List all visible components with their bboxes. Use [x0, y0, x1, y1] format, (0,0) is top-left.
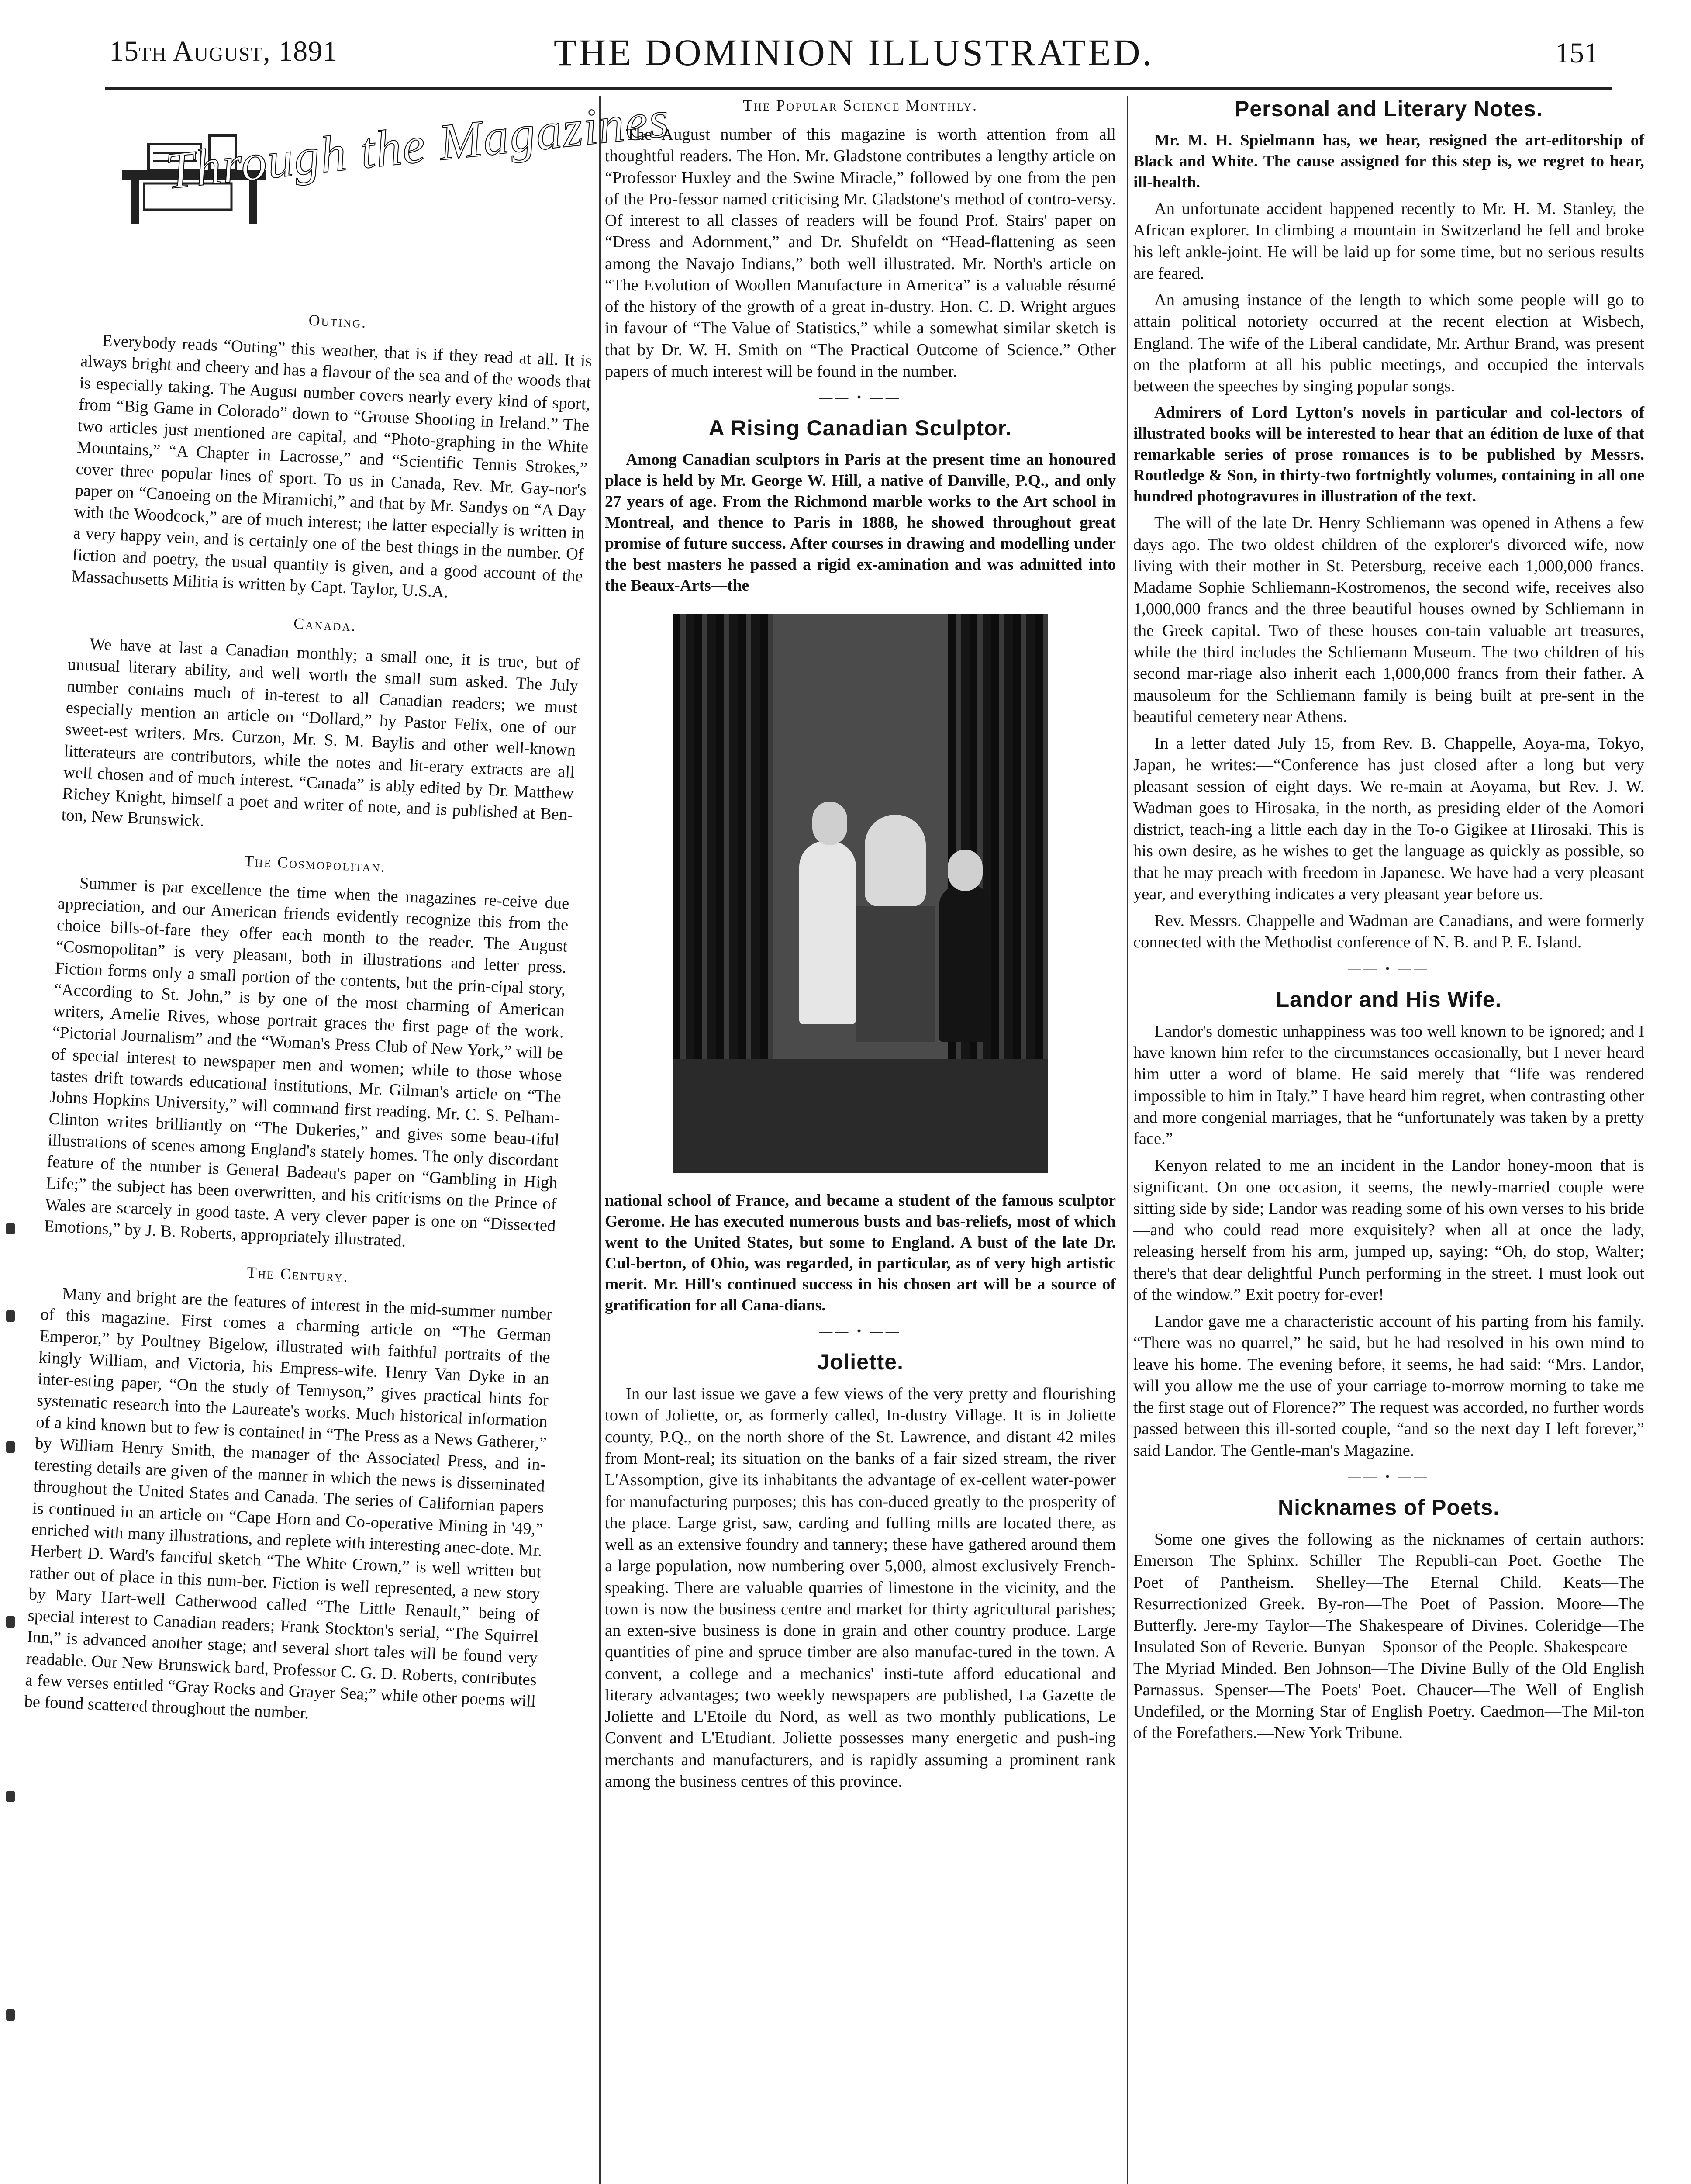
article-paragraph: Landor's domestic unhappiness was too well known to be ignored; and I have known him refer to the circumstances occasionally, but I never heard him utter a word of blame. He said merely that “life was rendered impossible to him in Italy.” I have heard him regret, when contrasting other and more congenial marriages, that he “unfortunately was taken by a pretty face.” — [1133, 1022, 1644, 1148]
sculptor-figure — [799, 841, 856, 1024]
article-heading: Landor and His Wife. — [1276, 987, 1502, 1012]
section-divider: —— • —— — [1348, 961, 1430, 976]
article-paragraph: Landor gave me a characteristic account of his parting from his family. “There was no quarrel,” he said, but he had resolved in his own mind to leave his home. The evening before, it seems, he had said: “Mrs. Landor, will you allow me the use of your carriage to-morrow morning to take me the first stage out of Florence?” The request was accorded, no further words passed between this ill-sorted couple, “and so the next day I left forever,” said Landor. The Gentle-man's Magazine. — [1133, 1312, 1644, 1460]
page-number: 151 — [1555, 37, 1598, 69]
article-heading: Joliette. — [817, 1350, 904, 1375]
column-middle — [605, 96, 1116, 2184]
header-rule — [105, 87, 1612, 90]
section-divider: —— • —— — [819, 390, 901, 405]
article-heading: Personal and Literary Notes. — [1234, 97, 1543, 121]
article-paragraph: national school of France, and became a student of the famous sculptor Gerome. He has executed numerous busts and bas-reliefs, most of which went to the United States, but some to England. A bust of the late Dr. Cul-berton, of Ohio, was regarded, in particular, as of very high artistic merit. Mr. Hill's continued success in his chosen art will be a source of gratification for all Cana-dians. — [605, 1192, 1116, 1315]
article-heading: A Rising Canadian Sculptor. — [708, 416, 1012, 441]
section-title: Outing. — [308, 311, 368, 332]
binding-mark — [6, 1616, 15, 1628]
article-heading: Nicknames of Poets. — [1277, 1495, 1500, 1520]
article-paragraph: Some one gives the following as the nicknames of certain authors: Emerson—The Sphinx. Schiller—The Republi-can Poet. Goethe—The Poet of Pantheism. Shelley—The Eternal Child. Keats—The Resurrectionized Greek. By-ron—The Poet of Passion. Moore—The Butterfly. Jere-my Taylor—The Shakespeare of Divines. Coleridge—The Insulated Son of Reverie. Bunyan—Sponsor of the People. Shakespeare—The Myriad Minded. Ben Johnson—The Divine Bully of the Old English Parnassus. Spenser—The Poets' Poet. Chaucer—The Well of English Undefiled, or the Morning Star of English Poetry. Caedmon—The Mil-ton of the Forefathers.—New York Tribune. — [1133, 1530, 1644, 1742]
article-paragraph: Admirers of Lord Lytton's novels in particular and col-lectors of illustrated books will be interested to hear that an édition de luxe of that remarkable series of prose romances is to be published by Messrs. Routledge & Son, in thirty-two fortnightly volumes, containing in all one hundred photogravures in illustration of the text. — [1133, 404, 1644, 506]
binding-mark — [6, 1441, 15, 1453]
binding-mark — [6, 2009, 15, 2021]
pedestal — [856, 906, 935, 1042]
section-title: The Century. — [246, 1263, 349, 1286]
column-left — [24, 90, 673, 2053]
binding-mark — [6, 1310, 15, 1322]
article-paragraph: Kenyon related to me an incident in the Landor honey-moon that is significant. On one occasion, it seems, the newly-married couple were sitting side by side; Landor was reading some of his own verses to his bride—and who could read more exquisitely? when all at once the lady, releasing herself from his arm, jumped up, saying: “Oh, do stop, Walter; there's that dear delightful Punch performing in the street. I must look out of the window.” Exit poetry for-ever! — [1133, 1156, 1644, 1304]
section-title: The Cosmopolitan. — [244, 852, 387, 875]
article-paragraph: The will of the late Dr. Henry Schliemann was opened in Athens a few days ago. The two oldest children of the explorer's divorced wife, now living with their mother in St. Petersburg, receive each 1,000,000 francs. Madame Sophie Schliemann-Kostromenos, the second wife, receives also 1,000,000 francs and the three beautiful houses owned by Schliemann in the Greek capital. Two of these houses con-tain valuable art treasures, while the third includes the Schliemann Museum. The two children of his second mar-riage also inherit each 1,000,000 francs from their father. A mausoleum for the Schliemann family is being built at pre-sent in the beautiful cemetery near Athens. — [1133, 514, 1644, 726]
article-paragraph: In a letter dated July 15, from Rev. B. Chappelle, Aoya-ma, Tokyo, Japan, he writes:—“Conference has just closed after a long but very pleasant session of eight days. We re-main at Aoyama, but Rev. J. W. Wadman goes to Hirosaka, in the north, as presiding elder of the Aomori district, teach-ing a little each day in the To-o Gigikee at Hirosaki. This is his own desire, as he wishes to get the language as quickly as possible, so that he may preach with freedom in Japanese. We have had a very pleasant year, and everything indicates a very pleasant year before us. — [1133, 734, 1644, 903]
article-paragraph: Everybody reads “Outing” this weather, that is if they read at all. It is always bright and cheery and has a flavour of the sea and of the woods that is especially taking. The August number covers nearly every kind of sport, from “Big Game in Colorado” down to “Grouse Shooting in Ireland.” The two articles just mentioned are capital, and “Photo-graphing in the White Mountains,” “A Chapter in Lacrosse,” and “Scientific Tennis Strokes,” cover three popular lines of sport. To us in Canada, Rev. Mr. Gay-nor's paper on “Canoeing on the Miramichi,” and that by Mr. Sandys on “A Day with the Woodcock,” are of much interest; the latter especially is written in a very happy vein, and is certainly one of the best things in the number. Of fiction and poetry, the usual quantity is given, and a good account of the Massachusetts Militia is written by Capt. Taylor, U.S.A. — [71, 331, 593, 601]
binding-margin — [0, 0, 26, 2184]
article-paragraph: We have at last a Canadian monthly; a small one, it is true, but of unusual literary ability, and well worth the small sum asked. The July number contains much of in-terest to all Canadian readers; we must especially mention an article on “Dollard,” by Pastor Felix, one of our sweet-est writers. Mrs. Curzon, Mr. S. M. Baylis and other well-known litterateurs are contributors, while the notes and lit-erary extracts are all well chosen and of much interest. “Canada” is ably edited by Dr. Matthew Richey Knight, himself a poet and writer of note, and is published at Ben-ton, New Brunswick. — [61, 635, 580, 830]
banner-title: Through the Magazines — [163, 90, 673, 200]
article-paragraph: Among Canadian sculptors in Paris at the present time an honoured place is held by Mr. George W. Hill, a native of Danville, P.Q., and only 27 years of age. From the Richmond marble works to the Art school in Montreal, and thence to Paris in 1888, he showed throughout great promise of future success. After courses in drawing and modelling under the best masters he passed a rigid ex-amination and was admitted into the Beaux-Arts—the — [605, 451, 1116, 595]
column-right — [1133, 96, 1644, 2184]
sculptor-head — [812, 802, 847, 845]
page-header — [109, 31, 1598, 83]
column-rule — [599, 96, 601, 2184]
section-title: Canada. — [293, 615, 357, 635]
outing-section — [24, 301, 594, 1734]
column-rule — [1127, 96, 1128, 2184]
through-the-magazines-banner — [83, 90, 673, 253]
article-paragraph: Mr. M. H. Spielmann has, we hear, resigned the art-editorship of Black and White. The cause assigned for this step is, we regret to hear, ill-health. — [1133, 131, 1644, 191]
article-paragraph: An amusing instance of the length to which some people will go to attain political notoriety occurred at the recent election at Wisbech, England. The wife of the Liberal candidate, Mr. Arthur Brand, was present on the platform at all his public meetings, and occupied the intervals between the speeches by singing popular songs. — [1133, 291, 1644, 396]
sculptor-studio-photo-icon — [673, 614, 1048, 1173]
binding-mark — [6, 1791, 15, 1802]
article-paragraph: An unfortunate accident happened recently to Mr. H. M. Stanley, the African explorer. In climbing a mountain in Switzerland he fell and broke his left ankle-joint. He will be laid up for some time, but no serious results are feared. — [1133, 200, 1644, 283]
bust-sculpture — [865, 815, 926, 906]
binding-mark — [6, 1223, 15, 1234]
companion-figure — [939, 885, 991, 1042]
section-divider: —— • —— — [1348, 1469, 1430, 1484]
companion-head — [948, 850, 983, 891]
section-title: The Popular Science Monthly. — [743, 97, 978, 114]
masthead-title: THE DOMINION ILLUSTRATED. — [553, 31, 1154, 73]
article-paragraph: Summer is par excellence the time when the magazines re-ceive due appreciation, and our American friends evidently recognize this from the choice bills-of-fare they offer each month to the reader. The August “Cosmopolitan” is very pleasant, both in illustrations and letter press. Fiction forms only a small portion of the contents, but the prin-cipal story, “According to St. John,” is by one of the most charming of American writers, Amelie Rives, whose portrait graces the first page of the work. “Pictorial Journalism” and the “Woman's Press Club of New York,” will be of special interest to newspaper men and women; while to those whose tastes drift towards educational institutions, Mr. Gilman's article on “The Johns Hopkins University,” will command first reading. Mr. C. S. Pelham-Clinton writes brilliantly on “The Dukeries,” and gives some beau-tiful illustrations of scenes among England's stately homes. The only discordant feature of the number is General Badeau's paper on “Gambling in High Life;” the subject has been overwritten, and his criticisms on the Prince of Wales are scarcely in good taste. A very clever paper is one on “Dissected Emotions,” by J. B. Roberts, appropriately illustrated. — [44, 874, 570, 1251]
article-paragraph: Many and bright are the features of interest in the mid-summer number of this magazine. First comes a charming article on “The German Emperor,” by Poultney Bigelow, illustrated with faithful portraits of the kingly William, and Victoria, his Empress-wife. Henry Van Dyke in an inter-esting paper, “On the study of Tennyson,” gives practical hints for systematic research into the Laureate's works. Much historical information of a kind known but to few is contained in “The Press as a News Gatherer,” by William Henry Smith, the manager of the Associated Press, and in-teresting details are given of the manner in which the news is disseminated throughout the United States and Canada. The series of Californian papers is continued in an article on “Cape Horn and Co-operative Mining in '49,” enriched with many illustrations, and replete with interesting anec-dote. Mr. Herbert D. Ward's fanciful sketch “The White Crown,” is well written but rather out of place in this num-ber. Fiction is well represented, a new story by Mary Hart-well Catherwood called “The Little Renault,” being of special interest to Canadian readers; Frank Stockton's serial, “The Squirrel Inn,” is advanced another stage; and several short tales will be found very readable. Our New Brunswick bard, Professor C. G. D. Roberts, contributes a few verses entitled “Gray Rocks and Grayer Sea;” while other poems will be found scattered throughout the number. — [24, 1285, 552, 1723]
section-divider: —— • —— — [819, 1324, 901, 1339]
article-paragraph: The August number of this magazine is worth attention from all thoughtful readers. The Hon. Mr. Gladstone contributes a lengthy article on “Professor Huxley and the Swine Miracle,” followed by one from the pen of the Pro-fessor named criticising Mr. Gladstone's method of contro-versy. Of interest to all classes of readers will be found Prof. Stairs' paper on “Dress and Adornment,” and Dr. Shufeldt on “Head-flattening as seen among the Navajo Indians,” both well illustrated. Mr. North's article on “The Evolution of Woollen Manufacture in America” is a valuable résumé of the history of the growth of a great in-dustry. Hon. C. D. Wright argues in favour of “The Value of Statistics,” while a somewhat similar sketch is that by Dr. W. H. Smith on “The Practical Outcome of Science.” Other papers of much interest will be found in the number. — [605, 125, 1116, 380]
article-paragraph: In our last issue we gave a few views of the very pretty and flourishing town of Joliette, or, as formerly called, In-dustry Village. It is in Joliette county, P.Q., on the north shore of the St. Lawrence, and distant 42 miles from Mont-real; its situation on the banks of a fair sized stream, the river L'Assomption, give its inhabitants the advantage of ex-cellent water-power for manufacturing purposes; this has con-duced greatly to the prosperity of the place. Large grist, saw, carding and fulling mills are located there, as well as an extensive foundry and tannery; these have gathered around them a large population, now numbering over 5,000, almost exclusively French-speaking. There are valuable quarries of limestone in the vicinity, and the town is now the business centre and market for thirty agricultural parishes; an exten-sive business is done in grain and other country produce. Large quantities of pine and spruce timber are also manufac-tured in the town. A convent, a college and a mechanics' insti-tute afford educational and literary advantages; two weekly newspapers are published, La Gazette de Joliette and L'Etoile du Nord, as well as two monthly publications, Le Convent and L'Etudiant. Joliette possesses many energetic and push-ing merchants and manufacturers, and is rapidly assuming a prominent rank among the business centres of this province. — [605, 1385, 1116, 1790]
article-paragraph: Rev. Messrs. Chappelle and Wadman are Canadians, and were formerly connected with the Methodist conference of N. B. and P. E. Island. — [1133, 912, 1644, 952]
issue-date: 15th August, 1891 — [109, 35, 338, 67]
